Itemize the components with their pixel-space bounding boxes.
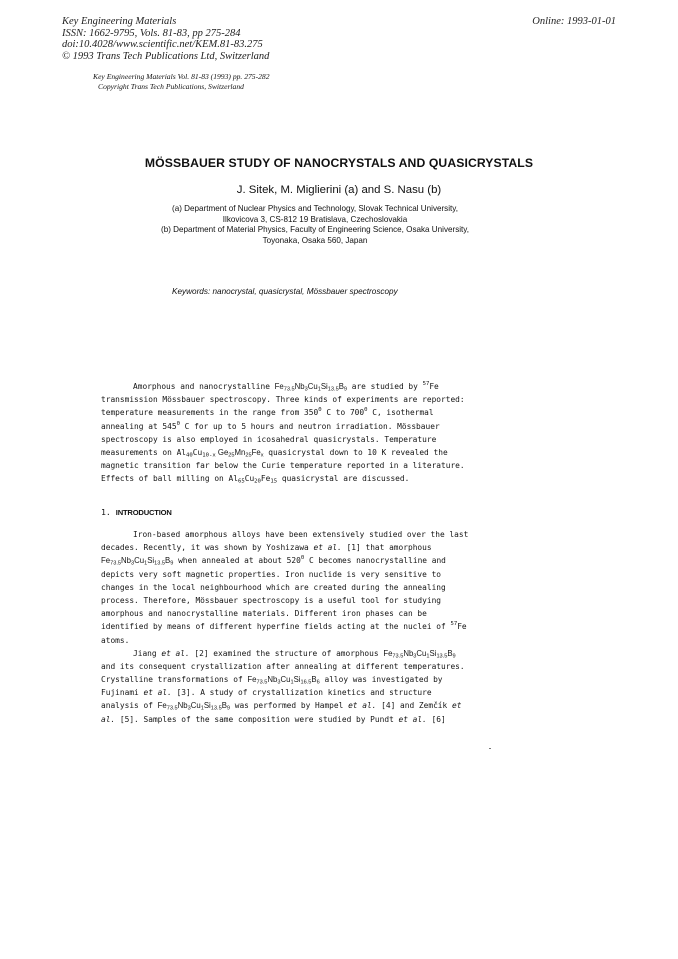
- affiliation-b-address: Toyonaka, Osaka 560, Japan: [262, 235, 368, 245]
- paper-authors: J. Sitek, M. Miglierini (a) and S. Nasu (b): [236, 184, 442, 196]
- intro-line-1: Iron-based amorphous alloys have been extensively studied over the last: [133, 530, 469, 539]
- abstract-line-3: temperature measurements in the range from $350^0$ C to $700^0$ C, isothermal: [101, 407, 434, 418]
- intro-line-10: Jiang et al. [2] examined the structure of amorphous $Fe_{73.5}Nb_3Cu_1Si_{13.5}B_9$: [133, 648, 456, 660]
- copyright-line-1: Key Engineering Materials Vol. 81-83 (1993) pp. 275-282: [93, 72, 270, 81]
- scan-speck: [489, 748, 491, 749]
- intro-line-5: changes in the local neighbourhood which are created during the annealing: [101, 582, 446, 592]
- journal-issn: ISSN: 1662-9795, Vols. 81-83, pp 275-284: [62, 27, 241, 39]
- intro-line-4: depicts very soft magnetic properties. Iron nuclide is very sensitive to: [101, 569, 442, 579]
- affiliation-a-address: Ilkovicova 3, CS-812 19 Bratislava, Czechoslovakia: [222, 214, 408, 224]
- abstract-line-7: magnetic transition far below the Curie temperature reported in a literature.: [101, 461, 465, 471]
- section-heading: [101, 507, 172, 517]
- copyright-line-2: Copyright Trans Tech Publications, Switzerland: [98, 81, 244, 91]
- intro-line-6: process. Therefore, Mössbauer spectroscopy is a useful tool for studying: [101, 595, 442, 605]
- paper-title: MÖSSBAUER STUDY OF NANOCRYSTALS AND QUASICRYSTALS: [144, 156, 534, 170]
- abstract-line-6: measurements on $Al_{40}Cu_{10-x}$ $Ge_{25}Mn_{25}Fe_x$ quasicrystal down to 10 K revealed the: [101, 447, 448, 459]
- quasicrystal-formula: $Ge_{25}Mn_{25}Fe_x$: [217, 447, 264, 459]
- alloy-formula: $Fe_{73.5}Nb_3Cu_1Si_{13.5}B_9$: [274, 382, 348, 393]
- abstract-line-1: Amorphous and nanocrystalline $Fe_{73.5}Nb_3Cu_1Si_{13.5}B_9$ are studied by $^{57}$Fe: [133, 381, 439, 393]
- section-title: INTRODUCTION: [115, 508, 172, 517]
- affiliations: [0, 204, 630, 246]
- journal-citation: [62, 16, 269, 62]
- intro-line-12: Crystalline transformations of $Fe_{73.5}Nb_3Cu_1Si_{16.5}B_6$ alloy was investigated by: [101, 675, 443, 686]
- intro-line-13: Fujinami et al. [3]. A study of crystallization kinetics and structure: [101, 688, 432, 698]
- journal-doi[interactable]: doi:10.4028/www.scientific.net/KEM.81-83.275: [62, 39, 263, 50]
- abstract-line-4: annealing at $545^0$ C for up to 5 hours and neutron irradiation. Mössbauer: [101, 420, 440, 431]
- affiliation-a: (a) Department of Nuclear Physics and Technology, Slovak Technical University,: [172, 204, 458, 213]
- abstract: [101, 380, 516, 486]
- intro-line-15: al. [5]. Samples of the same composition were studied by Pundt et al. [6]: [101, 714, 446, 724]
- introduction-text: [101, 528, 516, 726]
- copyright-block: [93, 72, 270, 91]
- intro-line-3: $Fe_{73.5}Nb_3Cu_1Si_{13.5}B_9$ when annealed at about $520^0$ C becomes nanocrystalline and: [101, 555, 446, 567]
- intro-line-14: analysis of $Fe_{73.5}Nb_3Cu_1Si_{13.5}B_9$ was performed by Hampel et al. [4] and Zemčík et: [101, 701, 462, 712]
- intro-line-9: atoms.: [101, 635, 130, 645]
- online-date: Online: 1993-01-01: [532, 16, 616, 27]
- abstract-line-8: Effects of ball milling on $Al_{65}Cu_{20}Fe_{15}$ quasicrystal are discussed.: [101, 474, 410, 485]
- intro-line-11: and its consequent crystallization after annealing at different temperatures.: [101, 661, 465, 671]
- journal-copyright: © 1993 Trans Tech Publications Ltd, Switzerland: [62, 50, 270, 62]
- affiliation-b: (b) Department of Material Physics, Faculty of Engineering Science, Osaka University,: [161, 225, 469, 235]
- section-number: 1.: [101, 507, 111, 517]
- intro-line-7: amorphous and nanocrystalline materials. Different iron phases can be: [101, 609, 427, 619]
- abstract-line-2: transmission Mössbauer spectroscopy. Three kinds of experiments are reported:: [101, 395, 465, 405]
- abstract-line-5: spectroscopy is also employed in icosahedral quasicrystals. Temperature: [101, 434, 437, 444]
- keywords: Keywords: nanocrystal, quasicrystal, Mössbauer spectroscopy: [172, 287, 398, 296]
- intro-line-2: decades. Recently, it was shown by Yoshizawa et al. [1] that amorphous: [101, 543, 432, 553]
- journal-name: Key Engineering Materials: [62, 16, 177, 27]
- intro-line-8: identified by means of different hyperfine fields acting at the nuclei of $^{57}$Fe: [101, 621, 467, 632]
